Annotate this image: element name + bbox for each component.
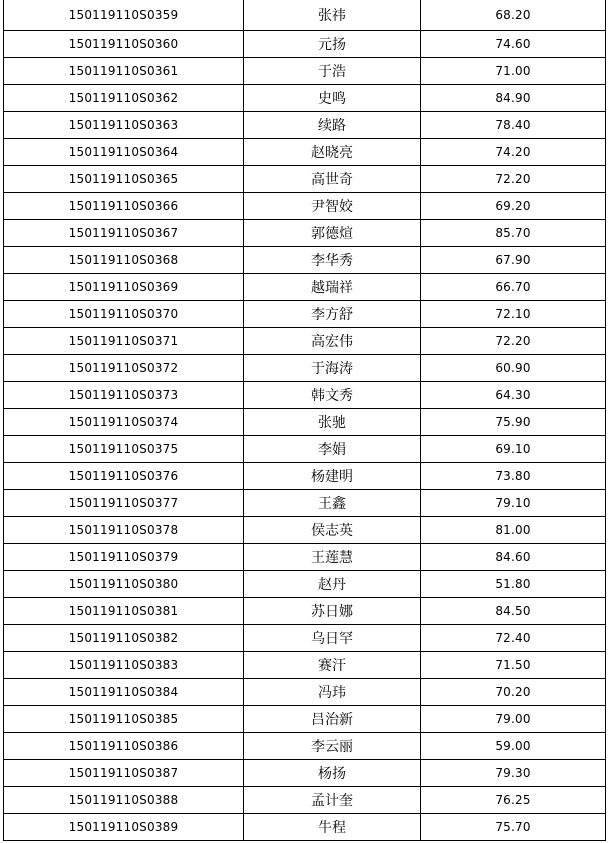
table-row (4, 517, 606, 544)
candidate-name-cell: 史鸣 (244, 85, 421, 112)
table-row (4, 490, 606, 517)
candidate-id-cell: 150119110S0374 (4, 409, 244, 436)
candidate-id-cell: 150119110S0389 (4, 814, 244, 841)
candidate-id-cell: 150119110S0373 (4, 382, 244, 409)
table-row (4, 625, 606, 652)
candidate-id-cell: 150119110S0360 (4, 31, 244, 58)
table-row (4, 355, 606, 382)
candidate-name-cell: 冯玮 (244, 679, 421, 706)
score-table-body (4, 0, 606, 841)
candidate-score-cell: 64.30 (421, 382, 606, 409)
candidate-name-cell: 苏日娜 (244, 598, 421, 625)
candidate-score-cell: 81.00 (421, 517, 606, 544)
candidate-name-cell: 吕治新 (244, 706, 421, 733)
candidate-name-cell: 张驰 (244, 409, 421, 436)
candidate-id-cell: 150119110S0386 (4, 733, 244, 760)
candidate-id-cell: 150119110S0380 (4, 571, 244, 598)
candidate-score-cell: 79.10 (421, 490, 606, 517)
table-row (4, 571, 606, 598)
candidate-score-cell: 84.50 (421, 598, 606, 625)
candidate-score-cell: 73.80 (421, 463, 606, 490)
candidate-name-cell: 王鑫 (244, 490, 421, 517)
candidate-name-cell: 孟计奎 (244, 787, 421, 814)
candidate-name-cell: 于海涛 (244, 355, 421, 382)
candidate-score-cell: 74.60 (421, 31, 606, 58)
candidate-score-cell: 59.00 (421, 733, 606, 760)
candidate-score-cell: 72.10 (421, 301, 606, 328)
candidate-id-cell: 150119110S0377 (4, 490, 244, 517)
candidate-name-cell: 牛程 (244, 814, 421, 841)
table-row (4, 382, 606, 409)
table-row (4, 409, 606, 436)
candidate-id-cell: 150119110S0384 (4, 679, 244, 706)
candidate-name-cell: 郭德煊 (244, 220, 421, 247)
candidate-score-cell: 68.20 (421, 0, 606, 31)
candidate-id-cell: 150119110S0376 (4, 463, 244, 490)
table-row (4, 436, 606, 463)
candidate-score-cell: 75.90 (421, 409, 606, 436)
table-row (4, 0, 606, 31)
candidate-name-cell: 乌日罕 (244, 625, 421, 652)
candidate-name-cell: 赵晓亮 (244, 139, 421, 166)
candidate-id-cell: 150119110S0388 (4, 787, 244, 814)
candidate-id-cell: 150119110S0371 (4, 328, 244, 355)
table-row (4, 598, 606, 625)
candidate-id-cell: 150119110S0375 (4, 436, 244, 463)
candidate-id-cell: 150119110S0369 (4, 274, 244, 301)
candidate-name-cell: 侯志英 (244, 517, 421, 544)
table-row (4, 31, 606, 58)
candidate-score-cell: 76.25 (421, 787, 606, 814)
table-row (4, 247, 606, 274)
candidate-name-cell: 尹智姣 (244, 193, 421, 220)
candidate-name-cell: 李华秀 (244, 247, 421, 274)
candidate-score-cell: 71.00 (421, 58, 606, 85)
candidate-score-cell: 71.50 (421, 652, 606, 679)
table-row (4, 166, 606, 193)
candidate-name-cell: 杨建明 (244, 463, 421, 490)
candidate-name-cell: 张祎 (244, 0, 421, 31)
candidate-id-cell: 150119110S0362 (4, 85, 244, 112)
table-row (4, 58, 606, 85)
table-row (4, 85, 606, 112)
candidate-id-cell: 150119110S0387 (4, 760, 244, 787)
candidate-name-cell: 赛汗 (244, 652, 421, 679)
candidate-id-cell: 150119110S0367 (4, 220, 244, 247)
table-row (4, 652, 606, 679)
score-table-container (3, 0, 605, 841)
candidate-id-cell: 150119110S0382 (4, 625, 244, 652)
candidate-id-cell: 150119110S0383 (4, 652, 244, 679)
candidate-name-cell: 韩文秀 (244, 382, 421, 409)
candidate-score-cell: 72.20 (421, 328, 606, 355)
score-table (3, 0, 606, 841)
candidate-id-cell: 150119110S0365 (4, 166, 244, 193)
candidate-score-cell: 69.20 (421, 193, 606, 220)
table-row (4, 814, 606, 841)
candidate-id-cell: 150119110S0363 (4, 112, 244, 139)
candidate-id-cell: 150119110S0385 (4, 706, 244, 733)
table-row (4, 220, 606, 247)
candidate-name-cell: 王莲慧 (244, 544, 421, 571)
table-row (4, 193, 606, 220)
candidate-score-cell: 67.90 (421, 247, 606, 274)
candidate-id-cell: 150119110S0372 (4, 355, 244, 382)
candidate-score-cell: 70.20 (421, 679, 606, 706)
candidate-name-cell: 杨扬 (244, 760, 421, 787)
candidate-name-cell: 李娟 (244, 436, 421, 463)
candidate-name-cell: 越瑞祥 (244, 274, 421, 301)
candidate-score-cell: 72.20 (421, 166, 606, 193)
candidate-score-cell: 72.40 (421, 625, 606, 652)
candidate-score-cell: 75.70 (421, 814, 606, 841)
table-row (4, 787, 606, 814)
candidate-id-cell: 150119110S0370 (4, 301, 244, 328)
table-row (4, 544, 606, 571)
table-row (4, 112, 606, 139)
table-row (4, 679, 606, 706)
candidate-score-cell: 74.20 (421, 139, 606, 166)
candidate-name-cell: 高宏伟 (244, 328, 421, 355)
candidate-score-cell: 85.70 (421, 220, 606, 247)
candidate-name-cell: 赵丹 (244, 571, 421, 598)
candidate-score-cell: 78.40 (421, 112, 606, 139)
candidate-score-cell: 60.90 (421, 355, 606, 382)
candidate-score-cell: 66.70 (421, 274, 606, 301)
candidate-name-cell: 于浩 (244, 58, 421, 85)
candidate-name-cell: 李云丽 (244, 733, 421, 760)
candidate-id-cell: 150119110S0364 (4, 139, 244, 166)
candidate-score-cell: 79.30 (421, 760, 606, 787)
candidate-id-cell: 150119110S0381 (4, 598, 244, 625)
table-row (4, 328, 606, 355)
candidate-score-cell: 79.00 (421, 706, 606, 733)
table-row (4, 274, 606, 301)
candidate-name-cell: 续路 (244, 112, 421, 139)
table-row (4, 706, 606, 733)
candidate-id-cell: 150119110S0359 (4, 0, 244, 31)
candidate-id-cell: 150119110S0378 (4, 517, 244, 544)
candidate-id-cell: 150119110S0368 (4, 247, 244, 274)
candidate-name-cell: 高世奇 (244, 166, 421, 193)
candidate-name-cell: 元扬 (244, 31, 421, 58)
candidate-id-cell: 150119110S0361 (4, 58, 244, 85)
table-row (4, 139, 606, 166)
candidate-name-cell: 李方舒 (244, 301, 421, 328)
table-row (4, 301, 606, 328)
candidate-score-cell: 84.90 (421, 85, 606, 112)
table-row (4, 463, 606, 490)
candidate-id-cell: 150119110S0366 (4, 193, 244, 220)
table-row (4, 733, 606, 760)
table-row (4, 760, 606, 787)
candidate-score-cell: 69.10 (421, 436, 606, 463)
candidate-id-cell: 150119110S0379 (4, 544, 244, 571)
candidate-score-cell: 51.80 (421, 571, 606, 598)
candidate-score-cell: 84.60 (421, 544, 606, 571)
